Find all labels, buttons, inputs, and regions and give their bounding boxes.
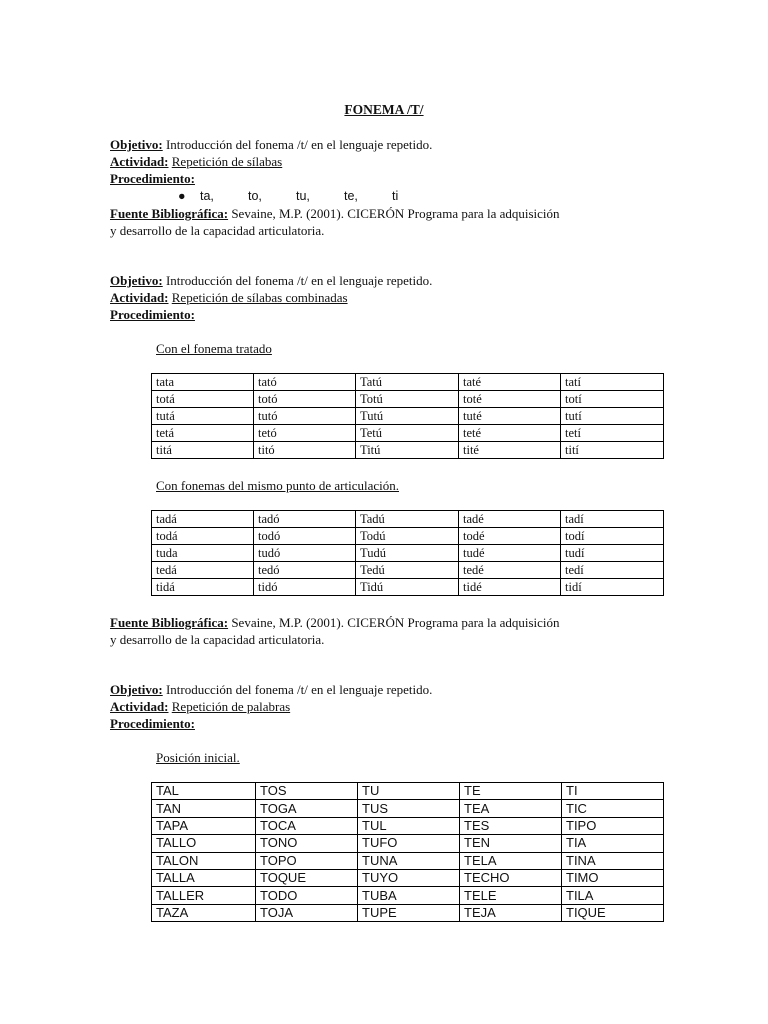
table-row bbox=[152, 800, 664, 817]
table-cell: tadé bbox=[459, 511, 561, 528]
table-cell: TUPE bbox=[358, 904, 460, 921]
actividad-text: Repetición de sílabas bbox=[171, 154, 283, 169]
objetivo-line-3 bbox=[110, 682, 432, 698]
table-cell: teté bbox=[459, 425, 561, 442]
table-cell: tadí bbox=[561, 511, 664, 528]
objetivo-text: Introducción del fonema /t/ en el lenguaje repetido. bbox=[165, 137, 433, 152]
syllable-table-2 bbox=[151, 510, 664, 596]
table-row bbox=[152, 442, 664, 459]
table-cell: TEA bbox=[460, 800, 562, 817]
table-cell: TELA bbox=[460, 852, 562, 869]
table-cell: Tidú bbox=[356, 579, 459, 596]
fuente-text: Sevaine, M.P. (2001). CICERÓN Programa para la adquisición bbox=[231, 615, 560, 630]
fuente-line-1b: y desarrollo de la capacidad articulatoria. bbox=[110, 223, 325, 238]
table-cell: Tutú bbox=[356, 408, 459, 425]
table-cell: TUFO bbox=[358, 835, 460, 852]
table-cell: TALON bbox=[152, 852, 256, 869]
table-cell: tutí bbox=[561, 408, 664, 425]
table-row bbox=[152, 579, 664, 596]
syllable-table-1 bbox=[151, 373, 664, 459]
table-cell: totó bbox=[254, 391, 356, 408]
table-row bbox=[152, 528, 664, 545]
fuente-label: Fuente Bibliográfica: bbox=[110, 206, 229, 221]
table-cell: tidé bbox=[459, 579, 561, 596]
table-cell: TI bbox=[562, 783, 664, 800]
actividad-line-1 bbox=[110, 154, 282, 170]
table-row bbox=[152, 783, 664, 800]
table-cell: TECHO bbox=[460, 869, 562, 886]
table-cell: Tetú bbox=[356, 425, 459, 442]
objetivo-text: Introducción del fonema /t/ en el lenguaje repetido. bbox=[165, 682, 433, 697]
table-cell: tetó bbox=[254, 425, 356, 442]
table-cell: tudó bbox=[254, 545, 356, 562]
table-cell: todé bbox=[459, 528, 561, 545]
objetivo-text: Introducción del fonema /t/ en el lenguaje repetido. bbox=[165, 273, 433, 288]
fuente-line-2b: y desarrollo de la capacidad articulatoria. bbox=[110, 632, 325, 647]
table-row bbox=[152, 374, 664, 391]
table-row bbox=[152, 869, 664, 886]
subheading-fonema-tratado: Con el fonema tratado bbox=[156, 341, 272, 356]
table-cell: Titú bbox=[356, 442, 459, 459]
table-cell: Tatú bbox=[356, 374, 459, 391]
fuente-line-2 bbox=[110, 615, 560, 631]
table-row bbox=[152, 511, 664, 528]
table-cell: TIQUE bbox=[562, 904, 664, 921]
table-cell: tutá bbox=[152, 408, 254, 425]
table-cell: tató bbox=[254, 374, 356, 391]
table-cell: todá bbox=[152, 528, 254, 545]
table-cell: TUS bbox=[358, 800, 460, 817]
table-cell: tetí bbox=[561, 425, 664, 442]
table-cell: TIA bbox=[562, 835, 664, 852]
table-row bbox=[152, 817, 664, 834]
table-cell: Tedú bbox=[356, 562, 459, 579]
table-cell: tadá bbox=[152, 511, 254, 528]
table-cell: tité bbox=[459, 442, 561, 459]
table-cell: totá bbox=[152, 391, 254, 408]
table-cell: TUBA bbox=[358, 887, 460, 904]
table-cell: TELE bbox=[460, 887, 562, 904]
syllable: ti bbox=[392, 189, 399, 203]
table-cell: TINA bbox=[562, 852, 664, 869]
procedimiento-line-1 bbox=[110, 171, 195, 187]
table-cell: TE bbox=[460, 783, 562, 800]
procedimiento-label: Procedimiento: bbox=[110, 716, 195, 731]
table-cell: TOPO bbox=[256, 852, 358, 869]
word-table bbox=[151, 782, 664, 922]
table-cell: Tadú bbox=[356, 511, 459, 528]
table-cell: tuté bbox=[459, 408, 561, 425]
actividad-line-2 bbox=[110, 290, 348, 306]
table-cell: tedé bbox=[459, 562, 561, 579]
table-cell: TALLA bbox=[152, 869, 256, 886]
table-row bbox=[152, 887, 664, 904]
table-cell: tití bbox=[561, 442, 664, 459]
actividad-text: Repetición de sílabas combinadas bbox=[171, 290, 348, 305]
table-cell: tudí bbox=[561, 545, 664, 562]
actividad-label: Actividad: bbox=[110, 290, 169, 305]
table-cell: TOCA bbox=[256, 817, 358, 834]
table-cell: TOJA bbox=[256, 904, 358, 921]
objetivo-line-1 bbox=[110, 137, 432, 153]
table-cell: TODO bbox=[256, 887, 358, 904]
table-cell: TES bbox=[460, 817, 562, 834]
fuente-line-1 bbox=[110, 206, 560, 222]
table-row bbox=[152, 425, 664, 442]
table-cell: totí bbox=[561, 391, 664, 408]
table-cell: TIMO bbox=[562, 869, 664, 886]
table-cell: TEN bbox=[460, 835, 562, 852]
objetivo-label: Objetivo: bbox=[110, 137, 163, 152]
table-row bbox=[152, 391, 664, 408]
table-cell: toté bbox=[459, 391, 561, 408]
table-cell: tedó bbox=[254, 562, 356, 579]
table-cell: TAL bbox=[152, 783, 256, 800]
table-cell: tuda bbox=[152, 545, 254, 562]
table-cell: titá bbox=[152, 442, 254, 459]
page-title: FONEMA /T/ bbox=[344, 102, 424, 117]
table-cell: titó bbox=[254, 442, 356, 459]
table-cell: tudé bbox=[459, 545, 561, 562]
table-cell: tata bbox=[152, 374, 254, 391]
table-cell: TOS bbox=[256, 783, 358, 800]
table-cell: TAPA bbox=[152, 817, 256, 834]
table-cell: tetá bbox=[152, 425, 254, 442]
table-cell: tatí bbox=[561, 374, 664, 391]
table-cell: todí bbox=[561, 528, 664, 545]
subheading-posicion-inicial: Posición inicial. bbox=[156, 750, 240, 765]
table-row bbox=[152, 835, 664, 852]
procedimiento-label: Procedimiento: bbox=[110, 171, 195, 186]
objetivo-label: Objetivo: bbox=[110, 682, 163, 697]
table-cell: Totú bbox=[356, 391, 459, 408]
table-cell: TIC bbox=[562, 800, 664, 817]
table-cell: tadó bbox=[254, 511, 356, 528]
fuente-text: Sevaine, M.P. (2001). CICERÓN Programa para la adquisición bbox=[231, 206, 560, 221]
table-cell: TAZA bbox=[152, 904, 256, 921]
syllable: tu, bbox=[296, 189, 310, 203]
table-cell: TEJA bbox=[460, 904, 562, 921]
objetivo-line-2 bbox=[110, 273, 432, 289]
table-cell: TILA bbox=[562, 887, 664, 904]
table-cell: todó bbox=[254, 528, 356, 545]
procedimiento-line-2 bbox=[110, 307, 195, 323]
table-cell: TUL bbox=[358, 817, 460, 834]
table-row bbox=[152, 545, 664, 562]
bullet-icon: ● bbox=[178, 189, 186, 203]
table-row bbox=[152, 852, 664, 869]
table-cell: tidá bbox=[152, 579, 254, 596]
table-cell: tedí bbox=[561, 562, 664, 579]
table-cell: TALLER bbox=[152, 887, 256, 904]
syllable: te, bbox=[344, 189, 358, 203]
table-cell: tutó bbox=[254, 408, 356, 425]
syllable-list bbox=[178, 188, 440, 204]
table-cell: TUYO bbox=[358, 869, 460, 886]
table-cell: tidí bbox=[561, 579, 664, 596]
subheading-mismo-punto: Con fonemas del mismo punto de articulación. bbox=[156, 478, 399, 493]
table-cell: TAN bbox=[152, 800, 256, 817]
table-cell: TIPO bbox=[562, 817, 664, 834]
table-cell: tidó bbox=[254, 579, 356, 596]
actividad-label: Actividad: bbox=[110, 154, 169, 169]
fuente-label: Fuente Bibliográfica: bbox=[110, 615, 229, 630]
table-row bbox=[152, 408, 664, 425]
syllable: ta, bbox=[200, 189, 214, 203]
table-cell: tedá bbox=[152, 562, 254, 579]
table-cell: taté bbox=[459, 374, 561, 391]
syllable: to, bbox=[248, 189, 262, 203]
actividad-line-3 bbox=[110, 699, 290, 715]
table-row bbox=[152, 562, 664, 579]
table-cell: TONO bbox=[256, 835, 358, 852]
actividad-text: Repetición de palabras bbox=[171, 699, 291, 714]
table-cell: TOGA bbox=[256, 800, 358, 817]
table-row bbox=[152, 904, 664, 921]
table-cell: TUNA bbox=[358, 852, 460, 869]
table-cell: Tudú bbox=[356, 545, 459, 562]
actividad-label: Actividad: bbox=[110, 699, 169, 714]
table-cell: TU bbox=[358, 783, 460, 800]
objetivo-label: Objetivo: bbox=[110, 273, 163, 288]
table-cell: Todú bbox=[356, 528, 459, 545]
procedimiento-line-3 bbox=[110, 716, 195, 732]
table-cell: TALLO bbox=[152, 835, 256, 852]
table-cell: TOQUE bbox=[256, 869, 358, 886]
procedimiento-label: Procedimiento: bbox=[110, 307, 195, 322]
